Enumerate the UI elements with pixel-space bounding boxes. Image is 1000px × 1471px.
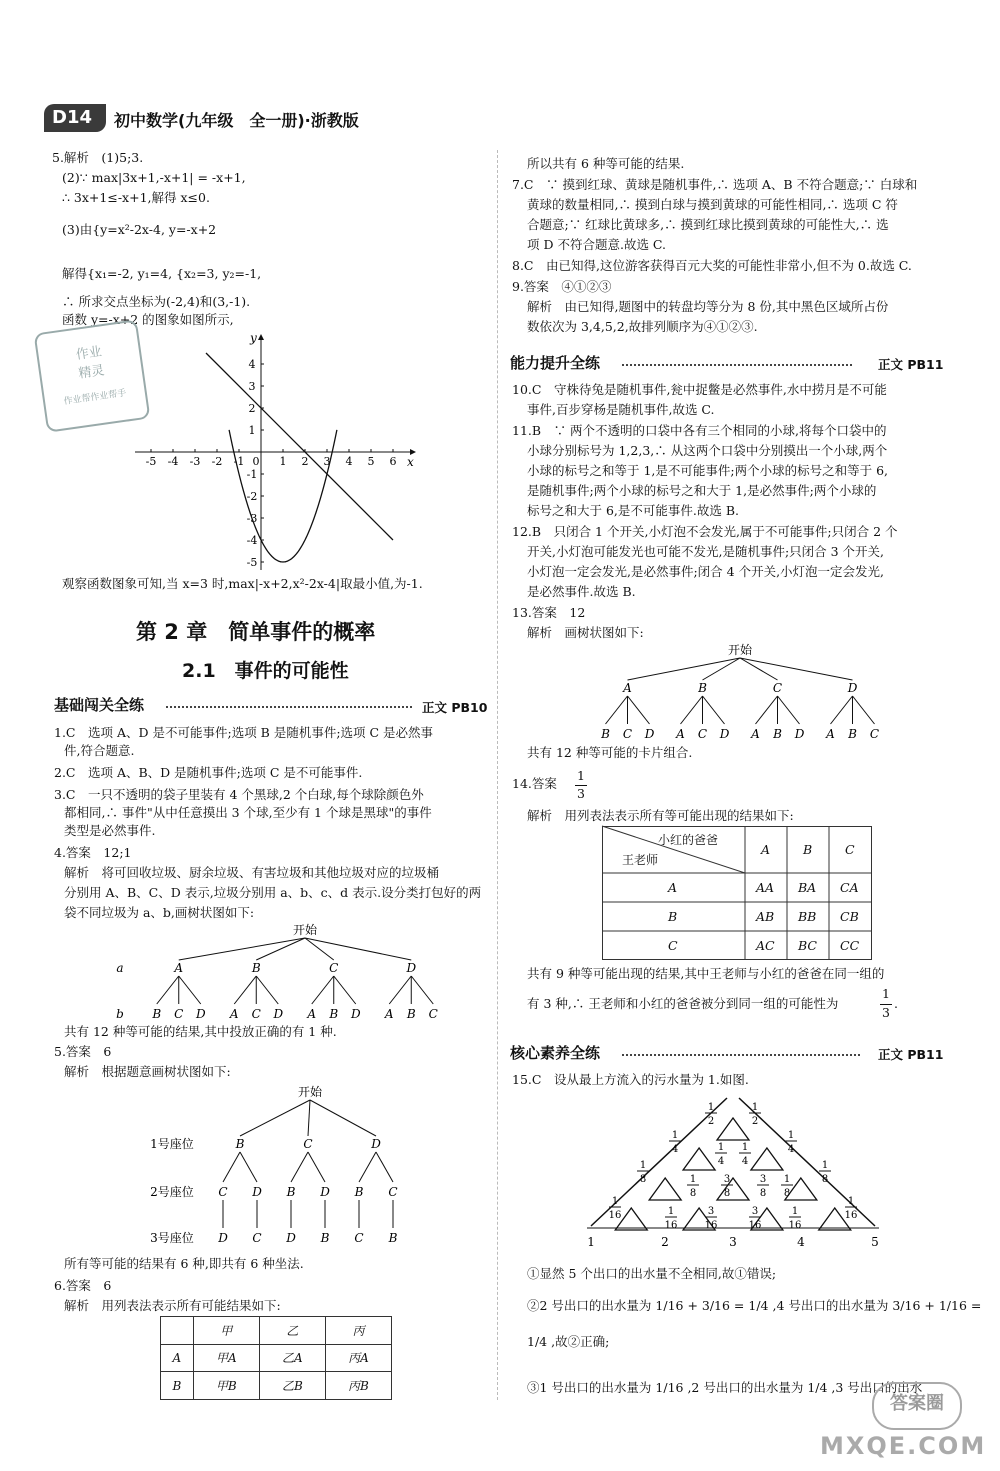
answer-line: 标号之和大于 6,是不可能事件.故选 B. [527, 503, 740, 518]
flow-fraction-numerator: 1 [671, 1130, 679, 1141]
sewage-triangle-figure [587, 1090, 879, 1260]
answer-line: 分别用 A、B、C、D 表示,垃圾分别用 a、b、c、d 表示.设分类打包好的两 [64, 885, 482, 900]
x-tick-label: -2 [211, 455, 223, 468]
table-cell: 甲 [193, 1317, 259, 1345]
flow-fraction-denominator: 16 [664, 1220, 678, 1231]
tree-diagram-q13 [580, 640, 900, 745]
flow-fraction-numerator: 1 [717, 1142, 725, 1153]
answer-line: 9.答案 ④①②③ [512, 279, 612, 294]
x-tick-label: -4 [167, 455, 179, 468]
text-reference: 正文 PB11 [878, 357, 944, 372]
table-q6 [160, 1316, 392, 1400]
table-cell: BA [798, 880, 817, 895]
outlet-number: 1 [587, 1235, 595, 1249]
tree-branch [305, 938, 411, 960]
flow-fraction-denominator: 4 [787, 1144, 795, 1155]
tree-node: D [273, 1007, 284, 1021]
tree-node: C [428, 1007, 438, 1021]
tree-node: D [644, 727, 655, 741]
tree-node: C [174, 1007, 184, 1021]
table-cell: A [668, 880, 678, 895]
answer-line: 是随机事件;两个小球的标号之和大于 1,是必然事件;两个小球的 [527, 483, 877, 498]
table-cell: B [668, 909, 678, 924]
flow-fraction-denominator: 16 [748, 1220, 762, 1231]
tree-node: A [384, 1007, 394, 1021]
tree-branch [703, 696, 725, 724]
q5-line: (3)由{y=x²-2x-4, y=-x+2 [62, 222, 217, 237]
y-tick-label: -2 [246, 490, 258, 503]
table-cell: A [761, 842, 771, 857]
q13-conclusion: 共有 12 种等可能的卡片组合. [527, 745, 693, 760]
outlet-number: 2 [661, 1235, 669, 1249]
tree-node: C [869, 727, 880, 741]
table-cell: 乙B [259, 1372, 325, 1400]
flow-fraction-denominator: 16 [608, 1210, 622, 1221]
chapter-title: 第 2 章 简单事件的概率 [136, 620, 376, 644]
tree-node: D [371, 1137, 381, 1151]
x-tick-label: -3 [189, 455, 201, 468]
triangle-divider [717, 1178, 749, 1200]
tree-node: A [174, 961, 184, 975]
answer-line: 13.答案 12 [512, 605, 586, 620]
answer-line: 类型是必然事件. [64, 823, 156, 838]
table-cell: C [668, 938, 678, 953]
tree-node: C [354, 1231, 364, 1245]
table-cell: A [161, 1344, 194, 1372]
answer-line: 合题意;∵ 红球比黄球多,∴ 摸到红球比摸到黄球的可能性大,∴ 选 [527, 217, 889, 232]
period: . [894, 996, 898, 1011]
tree-node: B [698, 681, 707, 695]
divider [622, 364, 852, 366]
table-cell: 甲A [193, 1344, 259, 1372]
divider [622, 1054, 860, 1056]
divider [166, 706, 412, 708]
answer-line: 1.C 选项 A、D 是不可能事件;选项 B 是随机事件;选项 C 是必然事 [54, 725, 434, 740]
tree-branch [240, 1100, 310, 1136]
tree-branch [223, 1152, 240, 1182]
answer-line: 共有 9 种等可能出现的结果,其中王老师与小红的爸爸在同一组的 [527, 966, 885, 981]
answer-line: 15.C 设从最上方流入的污水量为 1.如图. [512, 1072, 749, 1087]
tree-node: B [406, 1007, 416, 1021]
table-cell: 丙B [325, 1372, 391, 1400]
answer-line: 数依次为 3,4,5,2,故排列顺序为④①②③. [527, 319, 758, 334]
tree-node: D [252, 1185, 262, 1199]
tree-node: D [286, 1231, 296, 1245]
answer-line: 解析 用列表法表示所有可能结果如下: [64, 1298, 281, 1313]
table-cell: B [803, 842, 813, 857]
table-cell: AB [756, 909, 775, 924]
answer-line: 6.答案 6 [54, 1278, 112, 1293]
answer-line: 事件,百步穿杨是随机事件,故选 C. [527, 402, 715, 417]
table-cell: AA [756, 880, 775, 895]
flow-fraction-numerator: 3 [759, 1174, 767, 1185]
flow-fraction-denominator: 16 [844, 1210, 858, 1221]
answer-line: 解析 用列表法表示所有等可能出现的结果如下: [527, 808, 794, 823]
x-tick-label: -5 [145, 455, 157, 468]
answer-line: 小球的标号之和等于 1,是不可能事件;两个小球的标号之和等于 6, [527, 463, 889, 478]
table-cell: AC [756, 938, 775, 953]
y-tick-label: -5 [246, 556, 258, 569]
tree-node: B [329, 1007, 339, 1021]
tree-diagram-q5 [140, 1082, 440, 1252]
tree-branch [291, 1152, 308, 1182]
flow-fraction-numerator: 3 [707, 1206, 715, 1217]
tree-node: D [350, 1007, 361, 1021]
x-tick-label: 1 [279, 455, 287, 468]
tree-branch [376, 1152, 393, 1182]
flow-fraction-numerator: 1 [787, 1130, 795, 1141]
tree-branch [312, 976, 334, 1004]
table-corner-bottom: 王老师 [622, 853, 659, 867]
x-axis-label: x [407, 455, 414, 469]
triangle-divider [649, 1178, 681, 1200]
answer-line: 有 3 种,∴ 王老师和小红的爸爸被分到同一组的可能性为 [527, 996, 839, 1011]
q5-line: 5.解析 (1)5;3. [52, 150, 144, 165]
tree-branch [628, 658, 741, 680]
tree-node: A [751, 727, 760, 741]
tree-root: 开始 [297, 1085, 323, 1099]
table-cell: 甲B [193, 1372, 259, 1400]
answer-line: 开关,小灯泡可能发光也可能不发光,是随机事件;只闭合 3 个开关, [527, 544, 885, 559]
flow-fraction-numerator: 1 [821, 1160, 829, 1171]
flow-fraction-numerator: 1 [707, 1102, 715, 1113]
stamp-text: 作业 [74, 344, 103, 363]
tree-node: D [847, 681, 858, 695]
outlet-number: 4 [797, 1235, 805, 1249]
flow-fraction-numerator: 1 [783, 1174, 791, 1185]
table-row [161, 1344, 392, 1372]
tree-branch [179, 976, 201, 1004]
tree-node: D [794, 727, 805, 741]
q5-line: ∴ 所求交点坐标为(-2,4)和(3,-1). [62, 294, 251, 309]
flow-fraction-numerator: 3 [751, 1206, 759, 1217]
tree-branch [179, 938, 305, 960]
answer-line: 11.B ∵ 两个不透明的口袋中各有三个相同的小球,将每个口袋中的 [512, 423, 887, 438]
tree-node: A [623, 681, 632, 695]
y-tick-label: 2 [248, 402, 256, 415]
tree-branch [411, 976, 433, 1004]
flow-fraction-numerator: 1 [611, 1196, 619, 1207]
flow-fraction-numerator: 1 [791, 1206, 799, 1217]
x-tick-label: 5 [367, 455, 375, 468]
tree-branch [389, 976, 411, 1004]
x-tick-label: 2 [301, 455, 309, 468]
flow-fraction-denominator: 8 [759, 1188, 767, 1199]
table-cell: CC [840, 938, 860, 953]
flow-fraction-denominator: 2 [751, 1116, 759, 1127]
flow-fraction-numerator: 1 [667, 1206, 675, 1217]
answer-line: 8.C 由已知得,这位游客获得百元大奖的可能性非常小,但不为 0.故选 C. [512, 258, 912, 273]
tree-node: D [320, 1185, 330, 1199]
block-title: 核心素养全练 [510, 1044, 601, 1062]
function-graph [130, 330, 420, 575]
x-tick-label: -1 [233, 455, 245, 468]
tree-branch [606, 696, 628, 724]
flow-fraction-numerator: 3 [723, 1174, 731, 1185]
triangle-divider [717, 1118, 749, 1140]
table-row [161, 1317, 392, 1345]
answer-line: 4.答案 12;1 [54, 845, 132, 860]
tree-node: B [235, 1137, 245, 1151]
answer-line: 14.答案 [512, 776, 557, 791]
y-tick-label: 4 [248, 358, 256, 371]
triangle-divider [751, 1148, 783, 1170]
tree-branch [157, 976, 179, 1004]
tree-branch [334, 976, 356, 1004]
tree-node: C [697, 727, 708, 741]
tree-root: 开始 [727, 643, 753, 657]
table-cell: BB [798, 909, 817, 924]
tree-level-label: 3号座位 [150, 1231, 194, 1245]
answer-line: ③1 号出口的出水量为 1/16 ,2 号出口的出水量为 1/4 ,3 号出口的出水 [527, 1380, 923, 1395]
answer-line: ②2 号出口的出水量为 1/16 + 3/16 = 1/4 ,4 号出口的出水量为 3/16 + 1/16 = [527, 1298, 982, 1313]
tree-branch [308, 1152, 325, 1182]
fraction-denominator: 3 [882, 1005, 890, 1020]
flow-fraction-denominator: 8 [689, 1188, 697, 1199]
flow-fraction-numerator: 1 [741, 1142, 749, 1153]
answer-line: 都相同,∴ 事件"从中任意摸出 3 个球,至少有 1 个球是黑球"的事件 [64, 805, 432, 820]
x-tick-label: 6 [389, 455, 397, 468]
answer-line: 袋不同垃圾为 a、b,画树状图如下: [64, 905, 255, 920]
fraction-numerator: 1 [577, 768, 585, 783]
tree-node: B [354, 1185, 364, 1199]
x-tick-label: 0 [252, 455, 260, 468]
section-title: 2.1 事件的可能性 [182, 660, 349, 682]
flow-fraction-denominator: 2 [707, 1116, 715, 1127]
tree-node: C [303, 1137, 313, 1151]
tree-node: C [772, 681, 783, 695]
answer-line: 12.B 只闭合 1 个开关,小灯泡不会发光,属于不可能事件;只闭合 2 个 [512, 524, 898, 539]
flow-fraction-denominator: 16 [788, 1220, 802, 1231]
answer-line: 2.C 选项 A、B、D 是随机事件;选项 C 是不可能事件. [54, 765, 363, 780]
answer-line: 件,符合题意. [64, 743, 135, 758]
tree-node: C [388, 1185, 398, 1199]
tree-branch [853, 696, 875, 724]
answer-line: 小灯泡一定会发光,是必然事件;闭合 4 个开关,小灯泡一定会发光, [527, 564, 885, 579]
triangle-divider [683, 1148, 715, 1170]
flow-fraction-denominator: 16 [704, 1220, 718, 1231]
flow-fraction-denominator: 4 [671, 1144, 679, 1155]
table-cell: B [161, 1372, 194, 1400]
flow-fraction-denominator: 8 [723, 1188, 731, 1199]
answer-line: 解析 画树状图如下: [527, 625, 644, 640]
tree-branch [628, 696, 650, 724]
tree-node: A [229, 1007, 239, 1021]
table-cell: CB [840, 909, 859, 924]
table-cell: C [845, 842, 855, 857]
tree-branch [359, 1152, 376, 1182]
column-divider [497, 150, 498, 1400]
tree-level-label: 2号座位 [150, 1185, 194, 1199]
flow-fraction-denominator: 8 [821, 1174, 829, 1185]
tree-branch [740, 658, 853, 680]
tree-level-label: b [116, 1007, 124, 1021]
line-function [206, 353, 393, 540]
tree-branch [308, 1100, 310, 1136]
page-number: D14 [52, 107, 92, 128]
text-reference: 正文 PB11 [878, 1047, 944, 1062]
answer-line: 解析 由已知得,题图中的转盘均等分为 8 份,其中黑色区域所占份 [527, 299, 889, 314]
answer-line: 1/4 ,故②正确; [527, 1334, 610, 1349]
table-q14 [602, 826, 872, 960]
tree-node: D [406, 961, 417, 975]
tree-node: B [388, 1231, 398, 1245]
stamp-text: 作业帮作业帮手 [63, 388, 127, 408]
tree-level-label: 1号座位 [150, 1137, 194, 1151]
table-cell: 丙 [325, 1317, 391, 1345]
answer-line: 7.C ∵ 摸到红球、黄球是随机事件,∴ 选项 A、B 不符合题意;∵ 白球和 [512, 177, 918, 192]
tree-branch [256, 938, 305, 960]
y-axis-label: y [250, 331, 257, 345]
site-watermark: MXQE.COM [820, 1432, 987, 1460]
tree-node: B [251, 961, 261, 975]
flow-fraction-numerator: 1 [847, 1196, 855, 1207]
outlet-number: 3 [729, 1235, 737, 1249]
q5-result: 所有等可能的结果有 6 种,即共有 6 种坐法. [64, 1256, 304, 1271]
flow-fraction-denominator: 4 [717, 1156, 725, 1167]
book-title: 初中数学(九年级 全一册)·浙教版 [114, 111, 359, 130]
tree-node: C [218, 1185, 228, 1199]
tree-branch [831, 696, 853, 724]
table-cell: CA [840, 880, 859, 895]
flow-fraction-denominator: 8 [783, 1188, 791, 1199]
tree-node: B [601, 727, 610, 741]
block-title: 基础闯关全练 [54, 696, 145, 714]
tree-root: 开始 [292, 923, 318, 937]
answer-line: 小球分别标号为 1,2,3,∴ 从这两个口袋中分别摸出一个小球,两个 [527, 443, 888, 458]
q5-line: (2)∵ max|3x+1,-x+1| = -x+1, [62, 170, 246, 185]
tree-branch [756, 696, 778, 724]
table-cell: BC [798, 938, 817, 953]
flow-fraction-numerator: 1 [689, 1174, 697, 1185]
answer-line: 所以共有 6 种等可能的结果. [527, 156, 685, 171]
table-cell: 丙A [325, 1344, 391, 1372]
answer-line: 解析 根据题意画树状图如下: [64, 1064, 231, 1079]
flow-fraction-numerator: 1 [751, 1102, 759, 1113]
q5-line: 函数 y=-x+2 的图象如图所示, [62, 312, 234, 327]
answer-line: 项 D 不符合题意.故选 C. [527, 237, 667, 252]
flow-fraction-denominator: 8 [639, 1174, 647, 1185]
outlet-number: 5 [871, 1235, 879, 1249]
y-tick-label: -1 [246, 468, 258, 481]
tree-branch [778, 696, 800, 724]
tree-node: A [676, 727, 685, 741]
tree-node: D [218, 1231, 228, 1245]
table-cell: 乙 [259, 1317, 325, 1345]
tree-node: D [195, 1007, 206, 1021]
table-cell: 乙A [259, 1344, 325, 1372]
tree-level-label: a [116, 961, 124, 975]
tree-node: B [152, 1007, 162, 1021]
y-tick-label: -3 [246, 512, 258, 525]
table-cell [161, 1317, 194, 1345]
table-corner-top: 小红的爸爸 [658, 833, 719, 847]
tree-branch [310, 1100, 376, 1136]
text-reference: 正文 PB10 [422, 700, 488, 715]
tree-branch [256, 976, 278, 1004]
tree-node: D [719, 727, 730, 741]
tree-node: B [286, 1185, 296, 1199]
q5-line: ∴ 3x+1≤-x+1,解得 x≤0. [62, 190, 210, 205]
site-logo: 答案圈 [872, 1382, 962, 1430]
answer-line: 解析 将可回收垃圾、厨余垃圾、有害垃圾和其他垃圾对应的垃圾桶 [64, 865, 440, 880]
q5-line: 解得{x₁=-2, y₁=4, {x₂=3, y₂=-1, [62, 266, 262, 281]
y-tick-label: 1 [248, 424, 256, 437]
answer-line: 是必然事件.故选 B. [527, 584, 636, 599]
tree-node: A [307, 1007, 317, 1021]
table-row [161, 1372, 392, 1400]
y-tick-label: -4 [246, 534, 258, 547]
fraction-denominator: 3 [577, 786, 585, 801]
tree-branch [681, 696, 703, 724]
tree-diagram-q4 [110, 920, 460, 1025]
tree-node: C [329, 961, 339, 975]
answer-line: 黄球的数量相同,∴ 摸到白球与摸到黄球的可能性相同,∴ 选项 C 符 [527, 197, 898, 212]
tree-node: A [826, 727, 835, 741]
q4-conclusion: 共有 12 种等可能的结果,其中投放正确的有 1 种. [64, 1024, 337, 1039]
tree-node: B [773, 727, 782, 741]
tree-node: B [848, 727, 857, 741]
table-q14-grid [602, 826, 872, 960]
tree-node: C [622, 727, 633, 741]
y-tick-label: 3 [248, 380, 256, 393]
flow-fraction-denominator: 4 [741, 1156, 749, 1167]
tree-node: C [252, 1231, 262, 1245]
x-tick-label: 3 [323, 455, 331, 468]
x-tick-label: 4 [345, 455, 353, 468]
tree-node: C [251, 1007, 261, 1021]
q5-conclusion: 观察函数图象可知,当 x=3 时,max|-x+2,x²-2x-4|取最小值,为-1. [62, 576, 423, 591]
answer-line: 3.C 一只不透明的袋子里装有 4 个黑球,2 个白球,每个球除颜色外 [54, 787, 424, 802]
block-title: 能力提升全练 [510, 354, 601, 372]
answer-line: ①显然 5 个出口的出水量不全相同,故①错误; [527, 1266, 777, 1281]
tree-branch [234, 976, 256, 1004]
answer-line: 5.答案 6 [54, 1044, 112, 1059]
answer-line: 10.C 守株待兔是随机事件,瓮中捉鳖是必然事件,水中捞月是不可能 [512, 382, 887, 397]
stamp-text: 精灵 [77, 363, 106, 382]
flow-fraction-numerator: 1 [639, 1160, 647, 1171]
tree-branch [240, 1152, 257, 1182]
fraction-numerator: 1 [882, 986, 890, 1001]
tree-node: B [320, 1231, 330, 1245]
